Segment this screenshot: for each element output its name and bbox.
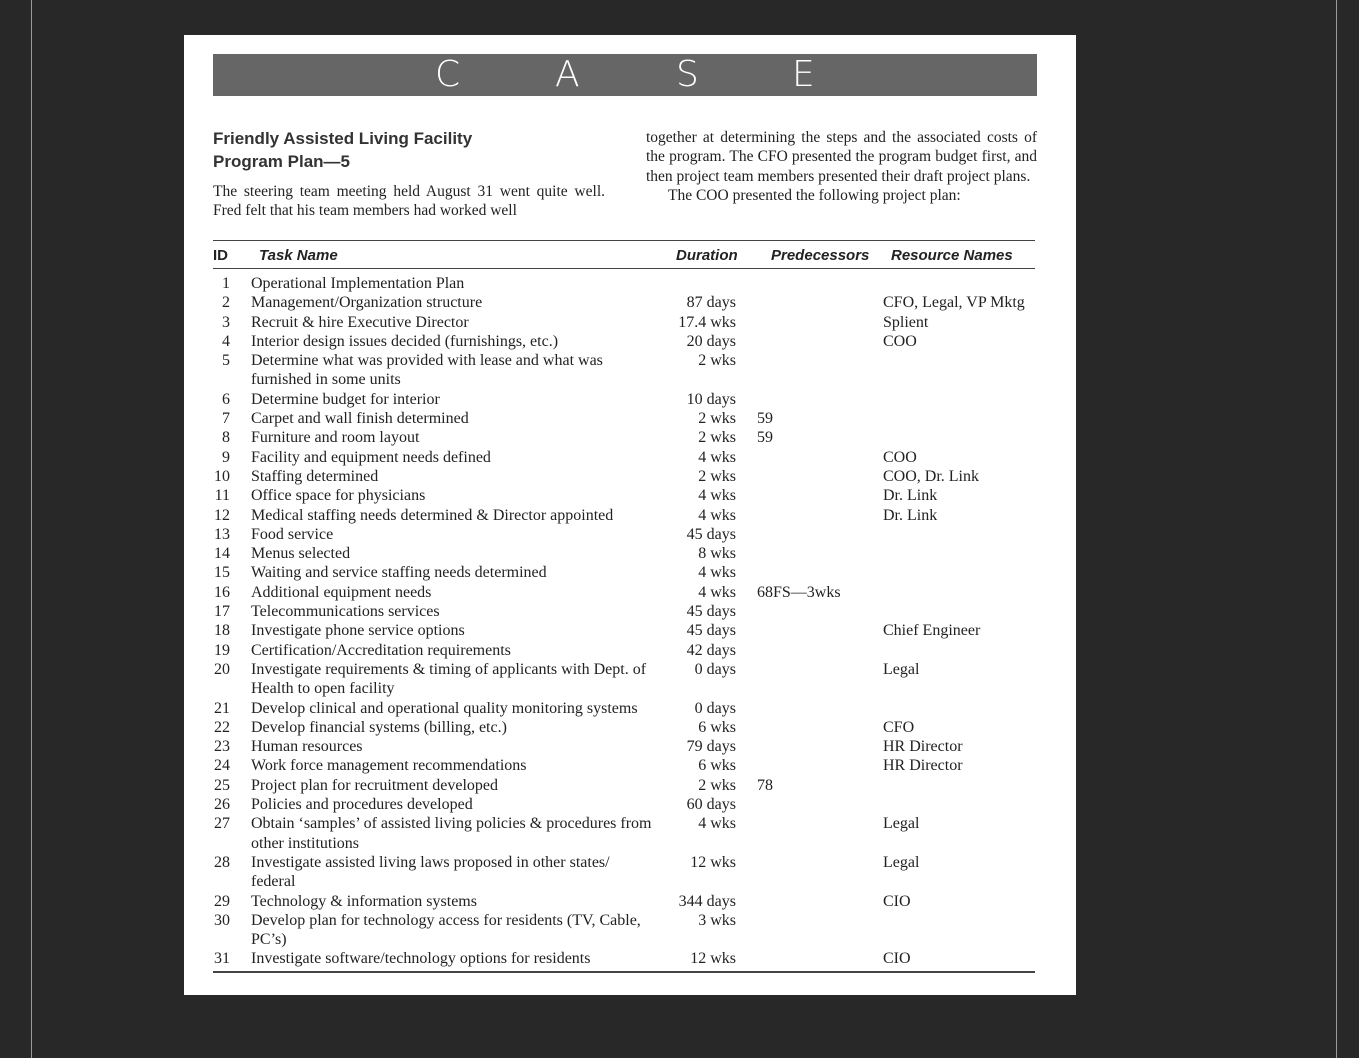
task-id: 19 [214, 641, 230, 659]
task-name: Carpet and wall finish determined [251, 410, 469, 428]
table-row [184, 486, 1076, 505]
task-resources: COO, Dr. Link [883, 467, 979, 485]
task-id: 10 [214, 467, 230, 485]
case-banner [213, 54, 1037, 96]
header-duration: Duration [676, 247, 738, 264]
task-id: 11 [214, 487, 230, 505]
task-name: Food service [251, 525, 334, 543]
task-id: 21 [214, 699, 230, 717]
case-title-line1: Friendly Assisted Living Facility [213, 129, 473, 148]
table-row [184, 911, 1076, 950]
task-id: 15 [214, 564, 230, 582]
table-row [184, 563, 1076, 582]
task-name: Develop plan for technology access for residents (TV, Cable, PC’s) [251, 911, 641, 949]
table-row [184, 602, 1076, 621]
task-name: Certification/Accreditation requirements [251, 641, 511, 659]
task-id: 6 [222, 390, 230, 408]
table-row [184, 660, 1076, 699]
table-row [184, 737, 1076, 756]
task-name: Facility and equipment needs defined [251, 448, 491, 466]
table-row [184, 776, 1076, 795]
task-duration: 17.4 wks [678, 313, 736, 331]
intro-paragraph-left: The steering team meeting held August 31 went quite well. Fred felt that his team members had worked well [213, 183, 605, 220]
task-duration: 2 wks [698, 467, 736, 485]
task-resources: Legal [883, 815, 920, 833]
task-duration: 12 wks [690, 950, 736, 968]
task-name: Management/Organization structure [251, 294, 483, 312]
task-duration: 344 days [678, 892, 736, 910]
task-predecessors: 68FS—3wks [757, 583, 841, 601]
task-id: 4 [222, 332, 230, 350]
task-name: Policies and procedures developed [251, 796, 473, 814]
task-duration: 10 days [686, 390, 736, 408]
task-duration: 60 days [686, 796, 736, 814]
table-row [184, 313, 1076, 332]
case-title [213, 127, 472, 173]
task-id: 23 [214, 738, 230, 756]
task-predecessors: 78 [757, 776, 773, 794]
task-duration: 2 wks [698, 352, 736, 370]
task-duration: 79 days [686, 738, 736, 756]
banner-letter-a: A [555, 54, 580, 95]
task-duration: 0 days [694, 699, 736, 717]
task-duration: 4 wks [698, 487, 736, 505]
task-duration: 45 days [686, 603, 736, 621]
banner-letter-c: C [435, 54, 461, 95]
task-name: Furniture and room layout [251, 429, 420, 447]
task-name: Staffing determined [251, 467, 379, 485]
banner-letter-s: S [676, 54, 699, 95]
intro-paragraph-right-body: together at determining the steps and the associated costs of the program. The CFO presented the program budget first, and then project team members presented their draft project plans. [646, 129, 1037, 185]
task-id: 31 [214, 950, 230, 968]
task-name: Investigate phone service options [251, 622, 465, 640]
task-duration: 6 wks [698, 757, 736, 775]
task-name: Operational Implementation Plan [251, 275, 465, 292]
task-id: 28 [214, 853, 230, 871]
table-row [184, 448, 1076, 467]
case-title-line2: Program Plan—5 [213, 152, 350, 171]
task-duration: 2 wks [698, 776, 736, 794]
left-frame-line [31, 0, 32, 1058]
task-duration: 45 days [686, 525, 736, 543]
intro-paragraph-right [646, 128, 1037, 205]
task-duration: 6 wks [698, 718, 736, 736]
table-row [184, 544, 1076, 563]
task-name: Obtain ‘samples’ of assisted living policies & procedures from other institutions [251, 815, 652, 852]
task-name: Technology & information systems [251, 892, 477, 910]
table-row [184, 390, 1076, 409]
document-page [184, 35, 1076, 995]
task-duration: 4 wks [698, 583, 736, 601]
task-table-body [184, 274, 1076, 969]
task-name: Waiting and service staffing needs determined [251, 564, 547, 582]
task-name: Determine budget for interior [251, 390, 440, 408]
table-row [184, 274, 1076, 293]
task-duration: 20 days [686, 332, 736, 350]
task-resources: COO [883, 448, 917, 466]
table-row [184, 756, 1076, 775]
task-resources: HR Director [883, 738, 963, 756]
task-predecessors: 59 [757, 410, 773, 428]
banner-letter-e: E [792, 54, 815, 95]
task-id: 2 [222, 294, 230, 312]
table-row [184, 641, 1076, 660]
task-id: 29 [214, 892, 230, 910]
task-duration: 4 wks [698, 506, 736, 524]
table-top-rule [213, 240, 1035, 241]
task-resources: CFO [883, 718, 915, 736]
task-resources: Legal [883, 853, 920, 871]
table-row [184, 853, 1076, 892]
task-duration: 87 days [686, 294, 736, 312]
task-name: Human resources [251, 738, 363, 756]
task-id: 3 [222, 313, 230, 331]
task-name: Interior design issues decided (furnishings, etc.) [251, 332, 559, 350]
task-duration: 4 wks [698, 448, 736, 466]
task-duration: 42 days [686, 641, 736, 659]
task-name: Telecommunications services [251, 603, 440, 621]
task-id: 13 [214, 525, 230, 543]
task-resources: Dr. Link [883, 487, 938, 505]
task-id: 20 [214, 660, 230, 678]
task-duration: 8 wks [698, 545, 736, 563]
table-row [184, 409, 1076, 428]
task-resources: COO [883, 332, 917, 350]
task-name: Investigate software/technology options for residents [251, 950, 591, 968]
header-task-name: Task Name [259, 247, 338, 264]
task-id: 14 [214, 545, 230, 563]
table-row [184, 949, 1076, 968]
task-id: 18 [214, 622, 230, 640]
task-id: 12 [214, 506, 230, 524]
task-id: 16 [214, 583, 230, 601]
table-row [184, 332, 1076, 351]
task-duration: 45 days [686, 622, 736, 640]
task-duration: 2 wks [698, 429, 736, 447]
task-name: Develop financial systems (billing, etc.) [251, 718, 507, 736]
table-row [184, 293, 1076, 312]
task-predecessors: 59 [757, 429, 773, 447]
task-id: 9 [222, 448, 230, 466]
header-predecessors: Predecessors [771, 247, 870, 264]
table-bottom-rule [213, 971, 1035, 973]
task-name: Office space for physicians [251, 487, 426, 505]
task-resources: CFO, Legal, VP Mktg [883, 294, 1025, 312]
task-id: 30 [214, 911, 230, 929]
task-id: 22 [214, 718, 230, 736]
task-name: Investigate assisted living laws proposed in other states/ federal [251, 853, 610, 891]
header-id: ID [213, 247, 228, 264]
table-row [184, 351, 1076, 390]
task-name: Investigate requirements & timing of applicants with Dept. of Health to open facility [251, 660, 647, 698]
task-duration: 2 wks [698, 410, 736, 428]
task-id: 27 [214, 815, 230, 833]
task-id: 1 [222, 275, 230, 292]
task-resources: Legal [883, 660, 920, 678]
task-id: 17 [214, 603, 230, 621]
task-id: 25 [214, 776, 230, 794]
task-name: Medical staffing needs determined & Director appointed [251, 506, 614, 524]
task-resources: CIO [883, 892, 911, 910]
table-header-rule [213, 268, 1035, 269]
intro-paragraph-right-lead: The COO presented the following project plan: [668, 186, 961, 204]
task-name: Project plan for recruitment developed [251, 776, 499, 794]
table-row [184, 583, 1076, 602]
table-row [184, 814, 1076, 853]
task-resources: HR Director [883, 757, 963, 775]
task-resources: CIO [883, 950, 911, 968]
task-name: Work force management recommendations [251, 757, 527, 775]
table-row [184, 795, 1076, 814]
task-id: 8 [222, 429, 230, 447]
table-row [184, 699, 1076, 718]
task-name: Menus selected [251, 545, 351, 563]
task-name: Develop clinical and operational quality monitoring systems [251, 699, 638, 717]
task-name: Additional equipment needs [251, 583, 432, 601]
task-duration: 4 wks [698, 564, 736, 582]
right-frame-line [1336, 0, 1337, 1058]
header-resource-names: Resource Names [891, 247, 1013, 264]
task-duration: 12 wks [690, 853, 736, 871]
task-resources: Dr. Link [883, 506, 938, 524]
table-row [184, 428, 1076, 447]
task-name: Recruit & hire Executive Director [251, 313, 469, 331]
task-id: 26 [214, 796, 230, 814]
table-row [184, 506, 1076, 525]
task-duration: 4 wks [698, 815, 736, 833]
task-id: 5 [222, 352, 230, 370]
task-resources: Chief Engineer [883, 622, 981, 640]
task-resources: Splient [883, 313, 929, 331]
table-row [184, 718, 1076, 737]
table-row [184, 525, 1076, 544]
table-row [184, 892, 1076, 911]
table-row [184, 467, 1076, 486]
task-duration: 3 wks [698, 911, 736, 929]
task-name: Determine what was provided with lease and what was furnished in some units [251, 352, 603, 389]
task-duration: 0 days [694, 660, 736, 678]
task-id: 24 [214, 757, 230, 775]
task-id: 7 [222, 410, 230, 428]
table-row [184, 621, 1076, 640]
